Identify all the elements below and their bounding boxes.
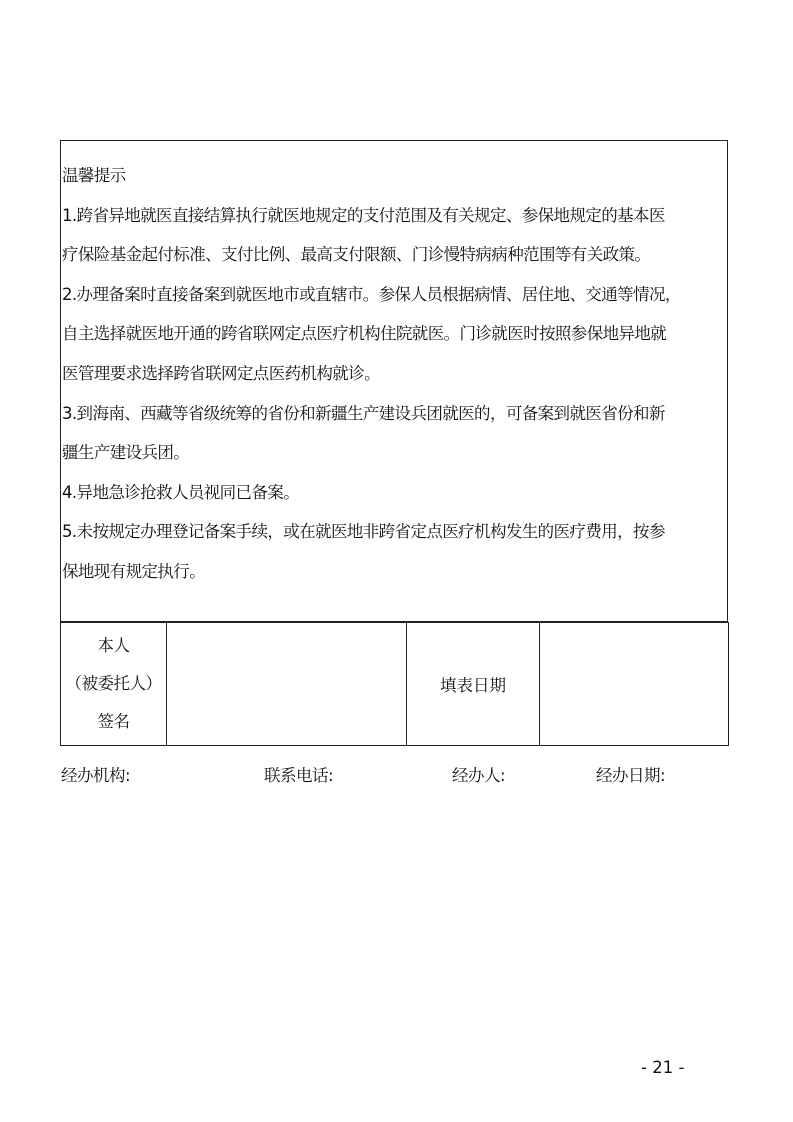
signature-label-line1: 本人 bbox=[97, 636, 130, 655]
notice-line: 保地现有规定执行。 bbox=[62, 561, 206, 581]
signature-field[interactable] bbox=[167, 623, 407, 746]
fill-date-label-cell bbox=[407, 623, 540, 746]
notice-line: 疆生产建设兵团。 bbox=[62, 443, 190, 463]
notice-line: 医管理要求选择跨省联网定点医药机构就诊。 bbox=[62, 363, 381, 383]
footer-row bbox=[0, 762, 793, 786]
signature-label-line2: （被委托人） bbox=[65, 674, 162, 693]
signature-table bbox=[60, 622, 729, 746]
handle-date-label: 经办日期: bbox=[596, 766, 666, 785]
phone-label: 联系电话: bbox=[264, 766, 334, 785]
agency-label: 经办机构: bbox=[61, 766, 131, 785]
signature-row bbox=[61, 623, 729, 746]
notice-line: 2.办理备案时直接备案到就医地市或直辖市。参保人员根据病情、居住地、交通等情况， bbox=[62, 284, 681, 304]
notice-title: 温馨提示 bbox=[62, 166, 126, 185]
signature-label-cell bbox=[61, 623, 167, 746]
handler-label: 经办人: bbox=[452, 766, 506, 785]
fill-date-label: 填表日期 bbox=[440, 676, 506, 695]
notice-box bbox=[60, 140, 728, 622]
notice-line: 4.异地急诊抢救人员视同已备案。 bbox=[62, 482, 300, 502]
notice-line: 1.跨省异地就医直接结算执行就医地规定的支付范围及有关规定、参保地规定的基本医 bbox=[62, 205, 665, 225]
notice-content bbox=[62, 156, 727, 592]
fill-date-field[interactable] bbox=[540, 623, 729, 746]
notice-line: 疗保险基金起付标准、支付比例、最高支付限额、门诊慢特病病种范围等有关政策。 bbox=[62, 245, 651, 265]
notice-line: 5.未按规定办理登记备案手续，或在就医地非跨省定点医疗机构发生的医疗费用，按参 bbox=[62, 522, 665, 542]
notice-line: 3.到海南、西藏等省级统筹的省份和新疆生产建设兵团就医的，可备案到就医省份和新 bbox=[62, 403, 665, 423]
signature-label-line3: 签名 bbox=[97, 712, 130, 731]
notice-line: 自主选择就医地开通的跨省联网定点医疗机构住院就医。门诊就医时按照参保地异地就 bbox=[62, 324, 667, 344]
page-number: - 21 - bbox=[641, 1058, 685, 1077]
